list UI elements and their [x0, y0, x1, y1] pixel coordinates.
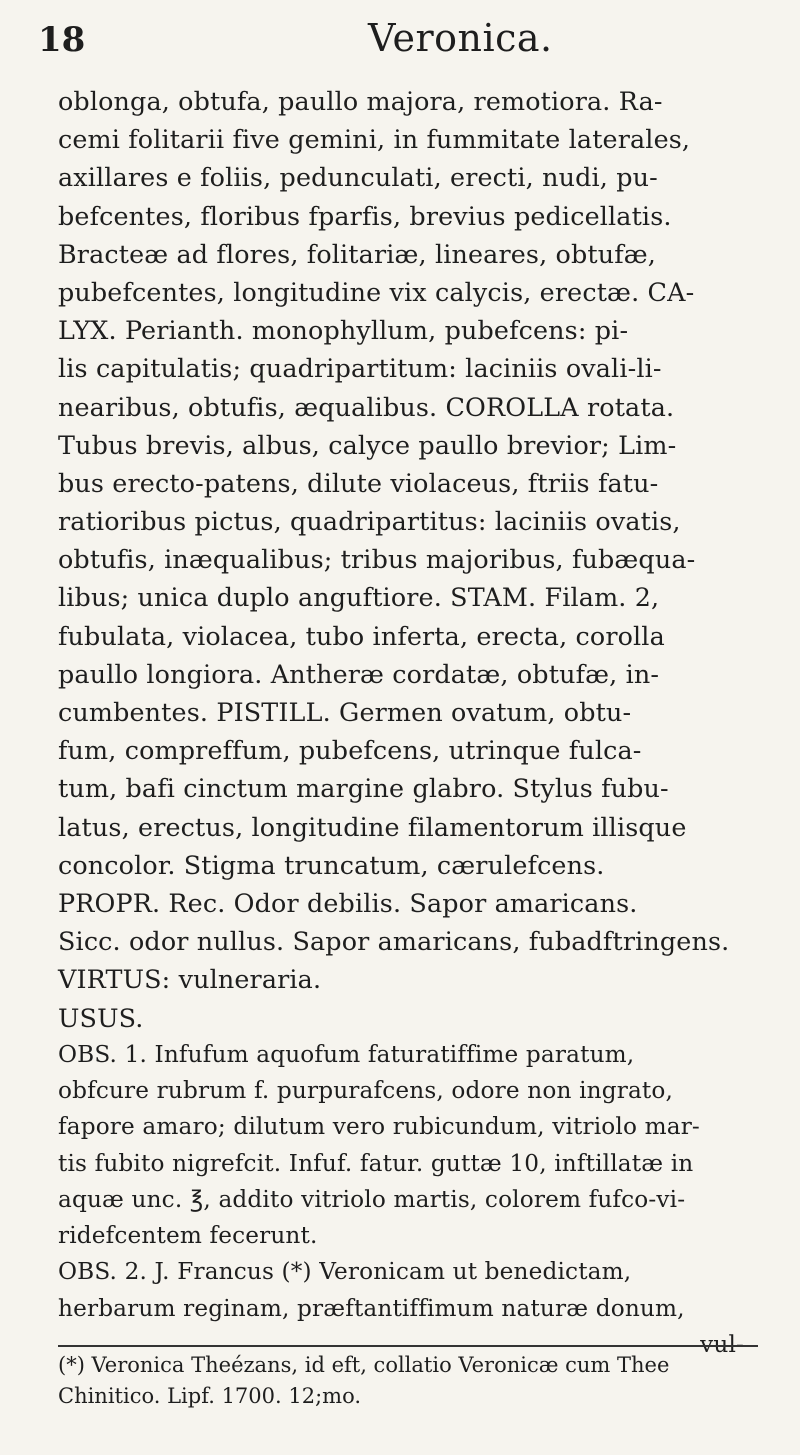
text-line: latus, erectus, longitudine filamentorum illisque [58, 811, 687, 842]
obs-line: tis fubito nigrefcit. Infuf. fatur. guttæ 10, inftillatæ in [58, 1149, 694, 1177]
obs-line: OBS. 2. J. Francus (*) Veronicam ut benedictam, [58, 1258, 632, 1286]
main-text [58, 82, 758, 1363]
text-line: ratioribus pictus, quadripartitus: laciniis ovatis, [58, 506, 681, 537]
obs-line: obfcure rubrum f. purpurafcens, odore non ingrato, [58, 1076, 674, 1104]
obs-line: fapore amaro; dilutum vero rubicundum, vitriolo mar- [58, 1113, 700, 1141]
text-line: USUS. [58, 1002, 144, 1033]
text-line: libus; unica duplo anguftiore. STAM. Filam. 2, [58, 582, 660, 613]
text-line: fubulata, violacea, tubo inferta, erecta, corolla [58, 620, 665, 651]
text-line: obtufis, inæqualibus; tribus majoribus, fubæqua- [58, 544, 696, 575]
text-line: nearibus, obtufis, æqualibus. COROLLA rotata. [58, 391, 675, 422]
footnote [58, 1350, 758, 1412]
obs-line: OBS. 1. Infufum aquofum faturatiffime paratum, [58, 1040, 635, 1068]
text-line: concolor. Stigma truncatum, cærulefcens. [58, 849, 605, 880]
page-header [30, 14, 760, 64]
obs-line: herbarum reginam, præftantiffimum naturæ donum, [58, 1294, 685, 1322]
text-line: Tubus brevis, albus, calyce paullo brevior; Lim- [58, 429, 677, 460]
catchword: vul- [700, 1331, 744, 1359]
text-line: VIRTUS: vulneraria. [58, 964, 322, 995]
text-line: tum, bafi cinctum margine glabro. Stylus fubu- [58, 773, 669, 804]
text-line: bus erecto-patens, dilute violaceus, ftriis fatu- [58, 467, 659, 498]
text-line: Bracteæ ad flores, folitariæ, lineares, obtufæ, [58, 238, 657, 269]
text-line: axillares e foliis, pedunculati, erecti, nudi, pu- [58, 162, 658, 193]
text-line: cumbentes. PISTILL. Germen ovatum, obtu- [58, 697, 632, 727]
text-line: cemi folitarii five gemini, in fummitate laterales, [58, 124, 691, 155]
footnote-line: Chinitico. Lipf. 1700. 12;mo. [58, 1384, 362, 1408]
footnote-line: (*) Veronica Theézans, id eft, collatio Veronicæ cum Thee [58, 1353, 670, 1377]
text-line: fum, compreffum, pubefcens, utrinque fulca- [58, 735, 642, 766]
footnote-rule [58, 1345, 758, 1347]
text-line: befcentes, floribus fparfis, brevius pedicellatis. [58, 200, 672, 231]
text-line: oblonga, obtufa, paullo majora, remotiora. Ra- [58, 86, 663, 116]
text-line: paullo longiora. Antheræ cordatæ, obtufæ, in- [58, 658, 660, 689]
text-line: lis capitulatis; quadripartitum: laciniis ovali-li- [58, 353, 662, 384]
text-line: pubefcentes, longitudine vix calycis, erectæ. CA- [58, 276, 695, 307]
obs-line: aquæ unc. ℥, addito vitriolo martis, colorem fufco-vi- [58, 1185, 686, 1213]
obs-line: ridefcentem fecerunt. [58, 1222, 318, 1250]
running-head: Veronica. [368, 16, 553, 60]
text-line: Sicc. odor nullus. Sapor amaricans, fubadftringens. [58, 926, 730, 957]
page-number: 18 [38, 20, 86, 60]
text-line: PROPR. Rec. Odor debilis. Sapor amaricans. [58, 887, 638, 918]
text-line: LYX. Perianth. monophyllum, pubefcens: pi- [58, 315, 629, 346]
